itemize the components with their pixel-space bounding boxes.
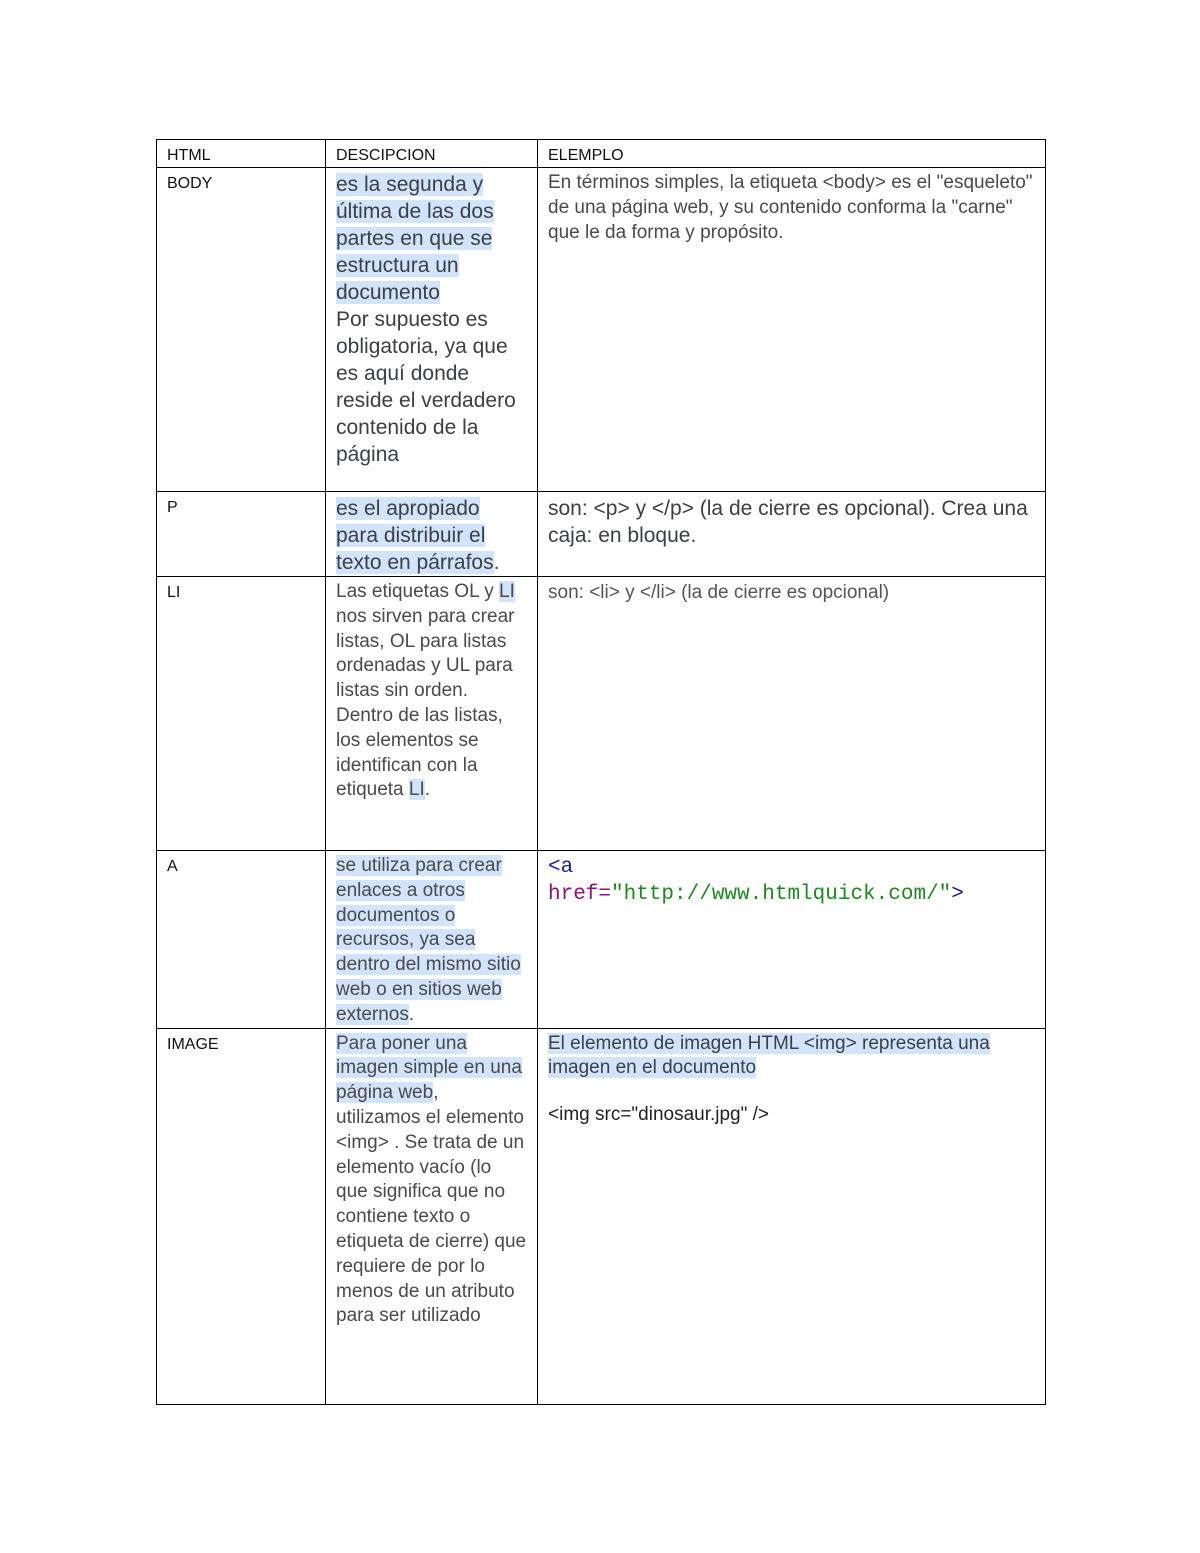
tag-cell: P: [157, 492, 326, 577]
html-tags-table: [156, 139, 1046, 1405]
description-text: .: [493, 551, 500, 574]
table-row-a: [157, 851, 1046, 1029]
description-cell: [326, 851, 538, 1029]
tag-cell: IMAGE: [157, 1028, 326, 1404]
highlighted-text: LI: [408, 779, 425, 801]
example-cell: [538, 168, 1046, 492]
description-text: , utilizamos el elemento <img> . Se trata de un elemento vacío (lo que significa que no contiene texto o etiqueta de cierre) que requiere de por lo menos de un atributo para ser utilizado: [336, 1082, 527, 1327]
description-text: Las etiquetas OL y: [336, 581, 500, 602]
code-example: <a href="http://www.htmlquick.com/">: [548, 856, 964, 906]
highlighted-text: es el apropiado para distribuir el texto en párrafos: [336, 497, 494, 574]
description-text: Por supuesto es obligatoria, ya que es aquí donde reside el verdadero contenido de la página: [336, 308, 516, 466]
highlighted-text: es la segunda y última de las dos partes en que se estructura un documento: [336, 173, 494, 304]
example-cell: [538, 1028, 1046, 1404]
tag-cell: LI: [157, 577, 326, 851]
description-cell: [326, 168, 538, 492]
highlighted-text: Para poner una imagen simple en una página web: [336, 1032, 522, 1104]
description-text: .: [424, 779, 431, 801]
description-text: nos sirven para crear listas, OL para listas ordenadas y UL para listas sin orden. Dentro de las listas, los elementos se identifican con la etiqueta: [336, 605, 515, 801]
description-text: .: [408, 1003, 415, 1025]
example-text: En términos simples, la etiqueta <body> es el "esqueleto" de una página web, y su contenido conforma la "carne" que le da forma y propósito.: [548, 172, 1033, 243]
highlighted-text: El elemento de imagen HTML <img> representa una imagen en el documento: [548, 1032, 990, 1079]
description-cell: [326, 492, 538, 577]
code-example: <img src="dinosaur.jpg" />: [548, 1104, 770, 1126]
example-cell: [538, 577, 1046, 851]
highlighted-text: LI: [499, 581, 515, 602]
example-cell: [538, 851, 1046, 1029]
table-row-image: [157, 1028, 1046, 1404]
header-html: HTML: [157, 140, 326, 168]
tag-cell: BODY: [157, 168, 326, 492]
table-row-li: [157, 577, 1046, 851]
description-cell: [326, 577, 538, 851]
table-row-body: [157, 168, 1046, 492]
header-descripcion: DESCIPCION: [326, 140, 538, 168]
header-ejemplo: ELEMPLO: [538, 140, 1046, 168]
description-cell: [326, 1028, 538, 1404]
highlighted-text: se utiliza para crear enlaces a otros documentos o recursos, ya sea dentro del mismo sitio web o en sitios web externos: [336, 855, 521, 1025]
tag-cell: A: [157, 851, 326, 1029]
example-text: son: <li> y </li> (la de cierre es opcional): [548, 582, 890, 603]
table-row-p: [157, 492, 1046, 577]
table-header-row: [157, 140, 1046, 168]
example-text: son: <p> y </p> (la de cierre es opcional). Crea una caja: en bloque.: [548, 497, 1028, 547]
example-cell: [538, 492, 1046, 577]
